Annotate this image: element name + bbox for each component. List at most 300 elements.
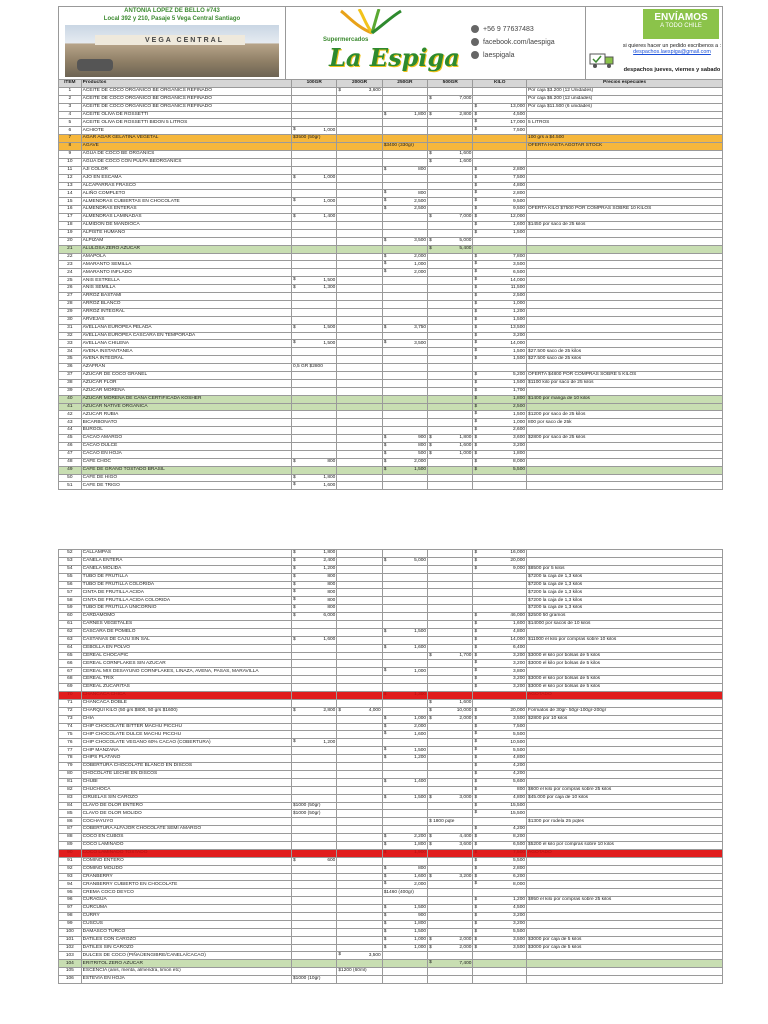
item-number: 102: [59, 944, 82, 952]
price-g500: [428, 644, 473, 652]
product-name: AMARANTO SEMILLA: [81, 261, 291, 269]
currency-symbol: $: [474, 936, 478, 942]
price-g200: [337, 482, 382, 490]
special-price-note: $7200 la caja de 1,3 kilos: [527, 589, 723, 597]
price-kilo: [473, 818, 527, 826]
price-g200: [337, 316, 382, 324]
price-g250: [382, 214, 427, 222]
special-price-note: $3000 por caja de 5 kilos: [527, 944, 723, 952]
price-g250: [382, 482, 427, 490]
price-g250: [382, 395, 427, 403]
currency-symbol: $: [293, 857, 296, 863]
price-g500: [428, 905, 473, 913]
price-g250: [382, 605, 427, 613]
price-value: 3,500: [414, 340, 427, 346]
price-g500: [428, 802, 473, 810]
product-name: AVENA INSTANTANEA: [81, 348, 291, 356]
special-price-note: $3000 el kilo por bolsas de 5 kilos: [527, 676, 723, 684]
product-name: CARDAMOMO: [81, 613, 291, 621]
price-value: 1,500: [323, 340, 336, 346]
price-value: 1,600: [323, 482, 336, 488]
currency-symbol: $: [383, 920, 387, 926]
currency-symbol: $: [474, 316, 478, 322]
price-g200: [337, 952, 382, 960]
price-g250: [382, 707, 427, 715]
item-number: 103: [59, 952, 82, 960]
currency-symbol: $: [474, 565, 478, 571]
product-name: AJI COLOR: [81, 166, 291, 174]
price-kilo: [473, 158, 527, 166]
price-g100: [292, 660, 337, 668]
item-number: 64: [59, 644, 82, 652]
product-name: ESCENCIA (anis, menta, almendra, limon etc): [81, 968, 291, 976]
item-number: 30: [59, 316, 82, 324]
col-product: Productos: [81, 80, 291, 88]
product-name: ARROZ INTEGRAL: [81, 308, 291, 316]
price-value: 800: [418, 865, 427, 871]
price-kilo: [473, 581, 527, 589]
price-g100: [292, 668, 337, 676]
price-value: 12,000: [510, 214, 526, 220]
table-row: [59, 198, 723, 206]
product-name: ANIS ESTRELLA: [81, 277, 291, 285]
price-kilo: [473, 285, 527, 293]
table-row: [59, 214, 723, 222]
price-kilo: [473, 589, 527, 597]
price-value: 3,800: [513, 668, 526, 674]
currency-symbol: $: [383, 715, 387, 721]
product-name: AZAFRAN: [81, 364, 291, 372]
price-g100: [292, 770, 337, 778]
price-value: 46,000: [510, 613, 526, 619]
item-number: 54: [59, 565, 82, 573]
item-number: 95: [59, 889, 82, 897]
item-number: 32: [59, 332, 82, 340]
special-price-note: $7200 la caja de 1,3 kilos: [527, 581, 723, 589]
price-kilo: [473, 103, 527, 111]
price-g500: [428, 435, 473, 443]
item-number: 100: [59, 928, 82, 936]
price-kilo: [473, 834, 527, 842]
price-kilo: [473, 550, 527, 558]
special-price-note: [527, 364, 723, 372]
product-name: ARVEJAS: [81, 316, 291, 324]
currency-symbol: $: [383, 668, 387, 674]
item-number: 8: [59, 143, 82, 151]
price-g100: [292, 881, 337, 889]
price-value: 1,600: [459, 700, 472, 706]
price-kilo: [473, 557, 527, 565]
col-item: ITEM: [59, 80, 82, 88]
price-value: 3,500: [414, 238, 427, 244]
price-g100: [292, 348, 337, 356]
price-value: 800: [418, 443, 427, 449]
special-price-note: [527, 857, 723, 865]
product-name: CAFE DE TRIGO: [81, 482, 291, 490]
col-200gr: 200GR: [337, 80, 382, 88]
product-name: CEREAL CHOCAPIC: [81, 652, 291, 660]
table-row: [59, 747, 723, 755]
price-g500: [428, 770, 473, 778]
price-g100: $1000 (50gr): [292, 802, 337, 810]
price-g250: [382, 802, 427, 810]
item-number: 17: [59, 214, 82, 222]
product-name: CHARQUI KILO (50 grs $800, 50 grs $1600): [81, 707, 291, 715]
table-row: [59, 944, 723, 952]
special-price-note: $7200 la caja de 1,3 kilos: [527, 605, 723, 613]
price-g200: [337, 636, 382, 644]
price-value: 13,000: [510, 103, 526, 109]
price-g100: [292, 794, 337, 802]
special-price-note: [527, 668, 723, 676]
price-value: 2,500: [414, 198, 427, 204]
item-number: 23: [59, 261, 82, 269]
currency-symbol: $: [474, 786, 478, 792]
product-name: CACAO AMARGO: [81, 435, 291, 443]
currency-symbol: $: [383, 628, 387, 634]
contact-instagram[interactable]: laespigala: [471, 51, 515, 59]
currency-symbol: $: [474, 458, 478, 464]
currency-symbol: $: [474, 324, 478, 330]
product-name: AGAVE: [81, 143, 291, 151]
price-value: 8,000: [513, 458, 526, 464]
item-number: 82: [59, 786, 82, 794]
price-g250: [382, 340, 427, 348]
price-g200: [337, 458, 382, 466]
product-name: CAFE DE GRANO TOSTADO BRASIL: [81, 466, 291, 474]
table-row: [59, 379, 723, 387]
product-name: CRANBERRY CUBIERTO EN CHOCOLATE: [81, 881, 291, 889]
currency-symbol: $: [293, 482, 296, 488]
price-g100: [292, 621, 337, 629]
price-value: 4,500: [513, 111, 526, 117]
currency-symbol: $: [293, 707, 296, 713]
special-price-note: [527, 300, 723, 308]
product-name: TUBO DE FRUTILLA: [81, 573, 291, 581]
item-number: 18: [59, 222, 82, 230]
currency-symbol: $: [383, 237, 387, 243]
price-g100: [292, 435, 337, 443]
product-name: ACEITE OLIVA DE ROSSETTI: [81, 111, 291, 119]
table-row: [59, 458, 723, 466]
table-row: [59, 324, 723, 332]
price-g200: [337, 269, 382, 277]
price-g200: [337, 739, 382, 747]
currency-symbol: $: [429, 936, 432, 942]
currency-symbol: $: [474, 206, 478, 212]
product-name: AVELLANA EUROPEA PELADA: [81, 324, 291, 332]
currency-symbol: $: [474, 466, 478, 472]
price-kilo: [473, 605, 527, 613]
table-row: [59, 810, 723, 818]
price-g200: [337, 597, 382, 605]
price-g250: [382, 849, 427, 857]
product-name: BICARBONATO: [81, 419, 291, 427]
price-g250: [382, 371, 427, 379]
price-g250: [382, 731, 427, 739]
table-row: [59, 261, 723, 269]
table-row: [59, 786, 723, 794]
price-g200: [337, 245, 382, 253]
price-g500: [428, 786, 473, 794]
product-name: ALMENDRAS LAMINADAS: [81, 214, 291, 222]
price-g250: [382, 379, 427, 387]
price-value: 1,000: [323, 127, 336, 133]
item-number: 43: [59, 419, 82, 427]
currency-symbol: $: [429, 450, 432, 456]
product-name: ACEITE DE COCO ORGANICO BE ORGANICS REFINADO: [81, 103, 291, 111]
price-g200: [337, 387, 382, 395]
price-g200: [337, 692, 382, 700]
product-name: CHANCACA DOBLE: [81, 699, 291, 707]
price-g250: [382, 897, 427, 905]
price-g200: [337, 857, 382, 865]
currency-symbol: $: [383, 253, 387, 259]
price-g500: $ 1800 pqte: [428, 818, 473, 826]
price-g250: [382, 589, 427, 597]
special-price-note: [527, 628, 723, 636]
price-g500: [428, 960, 473, 968]
price-g100: [292, 968, 337, 976]
contact-facebook[interactable]: facebook.com/laespiga: [471, 38, 555, 46]
price-g200: [337, 411, 382, 419]
table-row: [59, 660, 723, 668]
currency-symbol: $: [474, 222, 478, 228]
price-g100: [292, 573, 337, 581]
price-g200: [337, 786, 382, 794]
price-kilo: [473, 565, 527, 573]
price-value: 3,200: [513, 676, 526, 682]
special-price-note: [527, 277, 723, 285]
price-g100: [292, 253, 337, 261]
price-kilo: [473, 912, 527, 920]
price-g250: [382, 119, 427, 127]
price-g500: [428, 158, 473, 166]
price-value: 6,200: [513, 873, 526, 879]
price-kilo: [473, 419, 527, 427]
currency-symbol: $: [474, 308, 478, 314]
price-kilo: [473, 190, 527, 198]
price-value: 900: [418, 913, 427, 919]
price-kilo: [473, 261, 527, 269]
price-g200: [337, 550, 382, 558]
currency-symbol: $: [474, 707, 478, 713]
item-number: 71: [59, 699, 82, 707]
price-kilo: [473, 857, 527, 865]
table-row: [59, 348, 723, 356]
product-name: CHUBI: [81, 778, 291, 786]
price-kilo: [473, 936, 527, 944]
price-g200: [337, 87, 382, 95]
table-row: [59, 103, 723, 111]
currency-symbol: $: [293, 174, 296, 180]
price-value: 1,700: [459, 652, 472, 658]
price-value: 1,000: [323, 174, 336, 180]
price-g500: [428, 636, 473, 644]
table-row: [59, 589, 723, 597]
price-kilo: [473, 442, 527, 450]
price-g200: [337, 778, 382, 786]
price-g250: [382, 873, 427, 881]
price-value: 3,200: [513, 684, 526, 690]
table-row: [59, 723, 723, 731]
currency-symbol: $: [474, 119, 478, 125]
price-g250: [382, 411, 427, 419]
item-number: 97: [59, 905, 82, 913]
price-g500: [428, 395, 473, 403]
currency-symbol: $: [474, 849, 478, 855]
price-value: 4,800: [513, 182, 526, 188]
table-row: [59, 403, 723, 411]
item-number: 24: [59, 269, 82, 277]
product-name: AZUCAR MORENA: [81, 387, 291, 395]
price-g100: [292, 723, 337, 731]
price-g250: [382, 166, 427, 174]
special-price-note: OFERTA HASTA AGOTAR STOCK: [527, 143, 723, 151]
price-g500: [428, 897, 473, 905]
price-g100: [292, 245, 337, 253]
price-value: 1,500: [513, 316, 526, 322]
price-g100: [292, 466, 337, 474]
item-number: 34: [59, 348, 82, 356]
currency-symbol: $: [474, 356, 478, 362]
currency-symbol: $: [383, 111, 387, 117]
price-g200: [337, 928, 382, 936]
price-g250: [382, 293, 427, 301]
price-g500: [428, 419, 473, 427]
product-name: ERITRITOL ZERO AZUCAR: [81, 960, 291, 968]
currency-symbol: $: [474, 427, 478, 433]
item-number: 35: [59, 356, 82, 364]
currency-symbol: $: [383, 881, 387, 887]
price-value: 1,400: [323, 214, 336, 220]
price-g250: [382, 245, 427, 253]
price-g100: [292, 419, 337, 427]
price-g250: [382, 316, 427, 324]
price-kilo: [473, 340, 527, 348]
price-kilo: [473, 889, 527, 897]
price-value: 800: [327, 605, 336, 611]
currency-symbol: $: [474, 190, 478, 196]
order-email-link[interactable]: despachos.laespiga@gmail.com: [633, 49, 711, 55]
price-value: 5,500: [513, 466, 526, 472]
product-name: CHIP MANZANA: [81, 747, 291, 755]
price-g100: 0,5 GR $2800: [292, 364, 337, 372]
price-value: 600: [327, 857, 336, 863]
product-name: CHIPS PLATANO: [81, 755, 291, 763]
price-g200: [337, 841, 382, 849]
table-row: [59, 277, 723, 285]
special-price-note: [527, 316, 723, 324]
price-value: 5,500: [513, 857, 526, 863]
price-value: 1,500: [414, 629, 427, 635]
currency-symbol: $: [429, 944, 432, 950]
price-g200: [337, 364, 382, 372]
price-kilo: [473, 87, 527, 95]
product-name: COCO LAMINADO: [81, 841, 291, 849]
price-g100: [292, 755, 337, 763]
product-name: CINTA DE FRUTILLA ACIDA COLORIDA: [81, 597, 291, 605]
currency-symbol: $: [429, 652, 432, 658]
price-value: 1,500: [513, 230, 526, 236]
price-g200: [337, 881, 382, 889]
price-value: 3,200: [513, 652, 526, 658]
price-table-2: [58, 549, 723, 984]
price-g250: [382, 944, 427, 952]
price-g100: [292, 450, 337, 458]
price-value: 2,000: [459, 944, 472, 950]
price-g200: [337, 865, 382, 873]
product-name: ANIS SEMILLA: [81, 285, 291, 293]
price-g200: [337, 960, 382, 968]
currency-symbol: $: [474, 802, 478, 808]
special-price-note: [527, 151, 723, 159]
item-number: 77: [59, 747, 82, 755]
product-name: AGUA DE COCO CON PULPA BEORGANICS: [81, 158, 291, 166]
price-g250: [382, 135, 427, 143]
product-name: CANELA ENTERA: [81, 557, 291, 565]
price-g200: [337, 442, 382, 450]
price-list-sheet-2: [58, 549, 723, 984]
table-row: [59, 928, 723, 936]
price-value: 1,200: [513, 897, 526, 903]
price-g250: [382, 786, 427, 794]
price-kilo: [473, 450, 527, 458]
price-value: 5,200: [513, 372, 526, 378]
special-price-note: [527, 332, 723, 340]
col-special-prices: Precios especiales: [527, 80, 723, 88]
special-price-note: $1400 por manga de 10 kilos: [527, 395, 723, 403]
product-name: COBERTURA CHOCOLATE BLANCO EN DISCOS: [81, 763, 291, 771]
currency-symbol: $: [429, 794, 432, 800]
price-g250: [382, 739, 427, 747]
price-kilo: [473, 95, 527, 103]
price-g200: [337, 944, 382, 952]
price-g200: [337, 261, 382, 269]
currency-symbol: $: [383, 778, 387, 784]
storefront-photo: [65, 25, 279, 77]
price-g200: [337, 826, 382, 834]
special-price-note: [527, 166, 723, 174]
price-g100: [292, 778, 337, 786]
price-g200: [337, 403, 382, 411]
table-row: [59, 613, 723, 621]
item-number: 37: [59, 371, 82, 379]
item-number: 39: [59, 387, 82, 395]
price-g250: [382, 324, 427, 332]
price-value: 1,500: [414, 794, 427, 800]
price-g500: [428, 565, 473, 573]
price-kilo: [473, 356, 527, 364]
special-price-note: [527, 763, 723, 771]
price-value: 5,000: [414, 558, 427, 564]
product-name: CIRUELAS SIN CAROZO: [81, 794, 291, 802]
price-g500: [428, 755, 473, 763]
currency-symbol: $: [474, 810, 478, 816]
price-g250: [382, 222, 427, 230]
price-g250: [382, 550, 427, 558]
price-kilo: [473, 573, 527, 581]
table-row: [59, 253, 723, 261]
price-value: 20,000: [510, 708, 526, 714]
price-value: 1,800: [414, 111, 427, 117]
price-value: 2,000: [459, 936, 472, 942]
price-value: 3,500: [513, 715, 526, 721]
price-value: 6,400: [513, 644, 526, 650]
table-row: [59, 573, 723, 581]
item-number: 15: [59, 198, 82, 206]
price-g250: [382, 928, 427, 936]
